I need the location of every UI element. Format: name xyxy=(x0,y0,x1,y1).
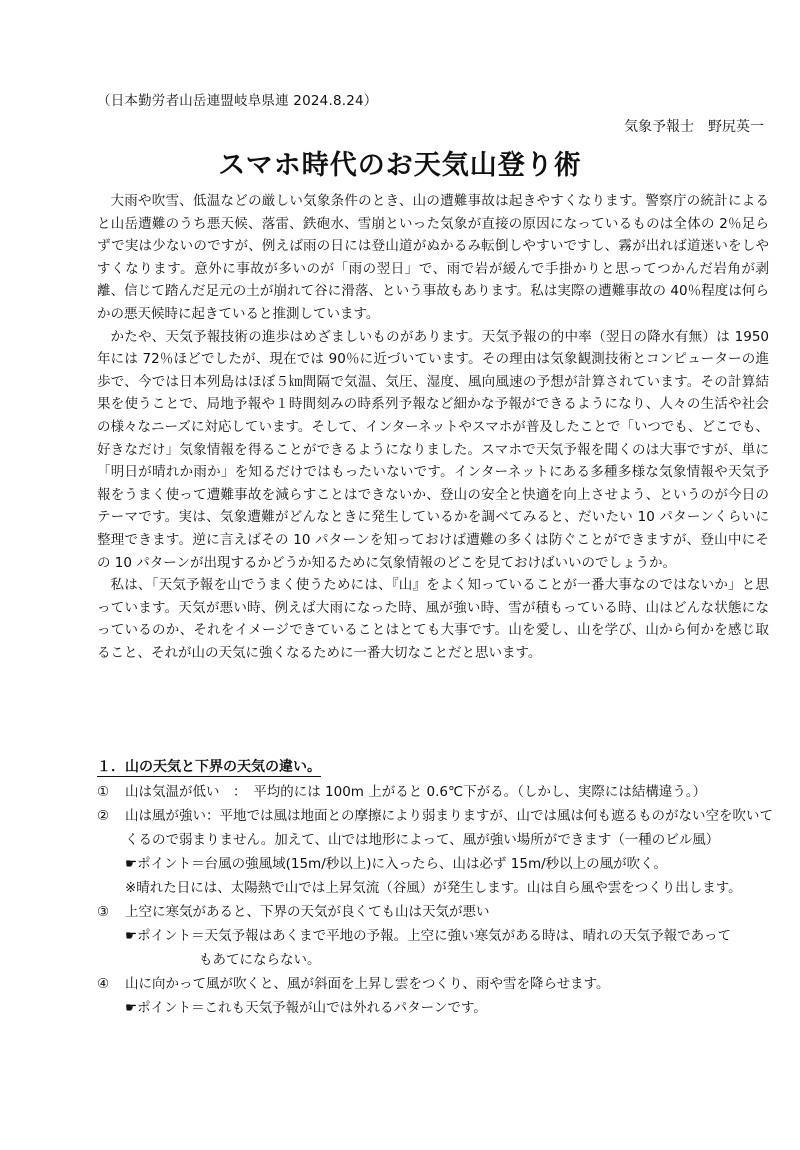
item-text: 山に向かって風が吹くと、風が斜面を上昇し雲をつくり、雨や雪を降らせます。 xyxy=(125,976,610,992)
item-number: ③ xyxy=(97,904,110,920)
item-number: ① xyxy=(97,784,110,800)
section-list xyxy=(97,780,777,1020)
intro-body xyxy=(97,190,769,664)
document-title: スマホ時代のお天気山登り術 xyxy=(218,150,582,181)
organization-date: （日本勤労者山岳連盟岐阜県連 2024.8.24） xyxy=(97,93,378,109)
list-item xyxy=(97,972,777,996)
item-number: ④ xyxy=(97,976,110,992)
section-heading: １．山の天気と下界の天気の違い。 xyxy=(97,759,321,775)
author-line: 気象予報士 野尻英一 xyxy=(624,119,764,135)
item-text: 上空に寒気があると、下界の天気が良くても山は天気が悪い xyxy=(125,904,490,920)
point-note: ☛ポイント＝台風の強風域(15m/秒以上)に入ったら、山は必ず 15m/秒以上の風が吹く。 xyxy=(125,856,667,872)
point-note-continuation: もあてにならない。 xyxy=(199,952,321,968)
item-text: 山は気温が低い ： 平均的には 100m 上がると 0.6℃下がる。（しかし、実際には結構違う。） xyxy=(125,784,707,800)
item-number: ② xyxy=(97,808,110,824)
intro-paragraph-2: かたや、天気予報技術の進歩はめざましいものがあります。天気予報の的中率（翌日の降水有無）は 1950 年には 72％ほどでしたが、現在では 90％に近づいています。その理由は気象観測技術とコンピューターの進歩で、今では日本列島はほぼ５㎞間隔で気温、気圧、湿度、風向風速の予想が計算されています。その計算結果を使うことで、局地予報や１時間刻みの時系列予報など細かな予報ができるようになり、人々の生活や社会の様々なニーズに対応しています。そして、インターネットやスマホが普及したことで「いつでも、どこでも、好きなだけ」気象情報を得ることができるようになりました。スマホで天気予報を聞くのは大事ですが、単に「明日が晴れか雨か」を知るだけではもったいないです。インターネットにある多種多様な気象情報や天気予報をうまく使って遭難事故を減らすことはできないか、登山の安全と快適を向上させよう、というのが今日のテーマです。実は、気象遭難がどんなときに発生しているかを調べてみると、だいたい 10 パターンくらいに整理できます。逆に言えばその 10 パターンを知っておけば遭難の多くは防ぐことができますが、登山中にその 10 パターンが出現するかどうか知るために気象情報のどこを見ておけばいいのでしょうか。 xyxy=(97,328,769,571)
list-item xyxy=(97,804,777,852)
item-text: 山は風が強い：平地では風は地面との摩擦により弱まりますが、山では風は何も遮るものがない空を吹いてくるので弱まりません。加えて、山では地形によって、風が強い場所ができます（一種のビル風） xyxy=(125,808,773,848)
point-note: ☛ポイント＝これも天気予報が山では外れるパターンです。 xyxy=(125,1000,487,1016)
remark-note: ※晴れた日には、太陽熱で山では上昇気流（谷風）が発生します。山は自ら風や雲をつくり出します。 xyxy=(125,880,742,896)
intro-paragraph-3: 私は、「天気予報を山でうまく使うためには、『山』をよく知っていることが一番大事なのではないか」と思っています。天気が悪い時、例えば大雨になった時、風が強い時、雪が積もっている時、山はどんな状態になっているのか、それをイメージできていることはとても大事です。山を愛し、山を学び、山から何かを感じ取ること、それが山の天気に強くなるために一番大切なことだと思います。 xyxy=(97,577,769,661)
list-item xyxy=(97,780,777,804)
point-note: ☛ポイント＝天気予報はあくまで平地の予報。上空に強い寒気がある時は、晴れの天気予報であって xyxy=(125,928,731,944)
intro-paragraph-1: 大雨や吹雪、低温などの厳しい気象条件のとき、山の遭難事故は起きやすくなります。警察庁の統計によると山岳遭難のうち悪天候、落雷、鉄砲水、雪崩といった気象が直接の原因になっているものは全体の 2％足らずで実は少ないのですが、例えば雨の日には登山道がぬかるみ転倒しやすいですし、霧が出れば道迷いをしやすくなります。意外に事故が多いのが「雨の翌日」で、雨で岩が緩んで手掛かりと思ってつかんだ岩角が剥離、信じて踏んだ足元の土が崩れて谷に滑落、という事故もあります。私は実際の遭難事故の 40％程度は何らかの悪天候時に起きていると推測しています。 xyxy=(97,193,769,322)
list-item xyxy=(97,900,777,924)
